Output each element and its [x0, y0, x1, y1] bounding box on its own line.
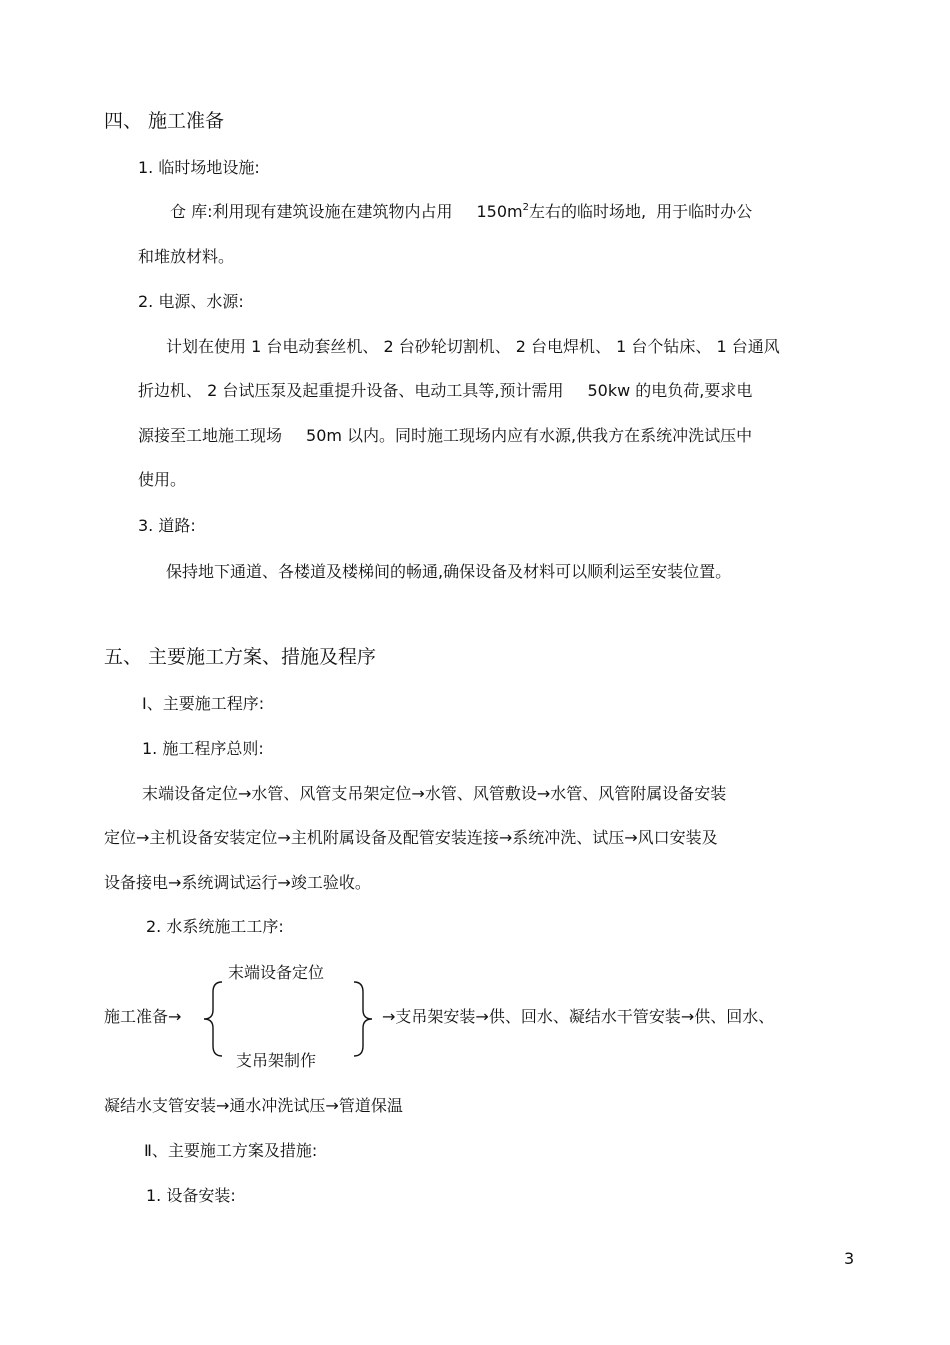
item-1-area-exponent: 2	[522, 202, 529, 213]
item-2-line-1: 计划在使用 1 台电动套丝机、 2 台砂轮切割机、 2 台电焊机、 1 台个钻床、 1 台通风	[166, 337, 780, 356]
flow-line-1: 末端设备定位→水管、风管支吊架定位→水管、风管敷设→水管、风管附属设备安装	[142, 784, 727, 803]
section-4-heading: 四、 施工准备	[104, 110, 225, 132]
item-2-line-3-b: 50m 以内。同时施工现场内应有水源,供我方在系统冲洗试压中	[306, 426, 753, 445]
sub-2-title: 2. 水系统施工工序:	[146, 917, 284, 936]
flow-line-2: 定位→主机设备安装定位→主机附属设备及配管安装连接→系统冲洗、试压→风口安装及	[104, 828, 718, 847]
page-number: 3	[844, 1249, 855, 1268]
item-1-paragraph-line-1	[170, 202, 752, 222]
item-2-title: 2. 电源、水源:	[138, 292, 244, 311]
right-brace-icon	[350, 980, 376, 1058]
sub-1-title: 1. 施工程序总则:	[142, 739, 264, 758]
water-after-brace: →支吊架安装→供、回水、凝结水干管安装→供、回水、	[382, 1007, 775, 1026]
left-brace-icon	[200, 980, 226, 1058]
item-1-title: 1. 临时场地设施:	[138, 158, 260, 177]
item-2-line-2-a: 折边机、 2 台试压泵及起重提升设备、电动工具等,预计需用	[138, 381, 564, 400]
water-prep: 施工准备→	[104, 1007, 182, 1026]
flow-line-3: 设备接电→系统调试运行→竣工验收。	[104, 873, 371, 892]
item-3-title: 3. 道路:	[138, 516, 196, 535]
item-2-line-2-b: 50kw 的电负荷,要求电	[587, 381, 753, 400]
item-1-text-c: 用于临时办公	[656, 202, 753, 221]
item-1-paragraph-line-2: 和堆放材料。	[138, 247, 235, 266]
sub-3-title: 1. 设备安装:	[146, 1186, 236, 1205]
water-branch-top: 末端设备定位	[228, 963, 325, 982]
item-2-line-2	[138, 381, 752, 401]
section-5-heading: 五、 主要施工方案、措施及程序	[104, 646, 377, 668]
part-1-title: Ⅰ、主要施工程序:	[142, 694, 265, 713]
part-2-title: Ⅱ、主要施工方案及措施:	[144, 1141, 318, 1160]
item-1-text-b: 左右的临时场地,	[528, 202, 647, 221]
water-line-2: 凝结水支管安装→通水冲洗试压→管道保温	[104, 1096, 403, 1115]
item-2-line-3-a: 源接至工地施工现场	[138, 426, 283, 445]
water-branch-bottom: 支吊架制作	[236, 1051, 317, 1070]
item-1-area-number: 150m	[476, 202, 523, 221]
item-3-line-1: 保持地下通道、各楼道及楼梯间的畅通,确保设备及材料可以顺利运至安装位置。	[166, 562, 732, 581]
item-2-line-3	[138, 426, 752, 446]
item-2-line-4: 使用。	[138, 470, 187, 489]
item-1-text-a: 仓 库:利用现有建筑设施在建筑物内占用	[170, 202, 453, 221]
